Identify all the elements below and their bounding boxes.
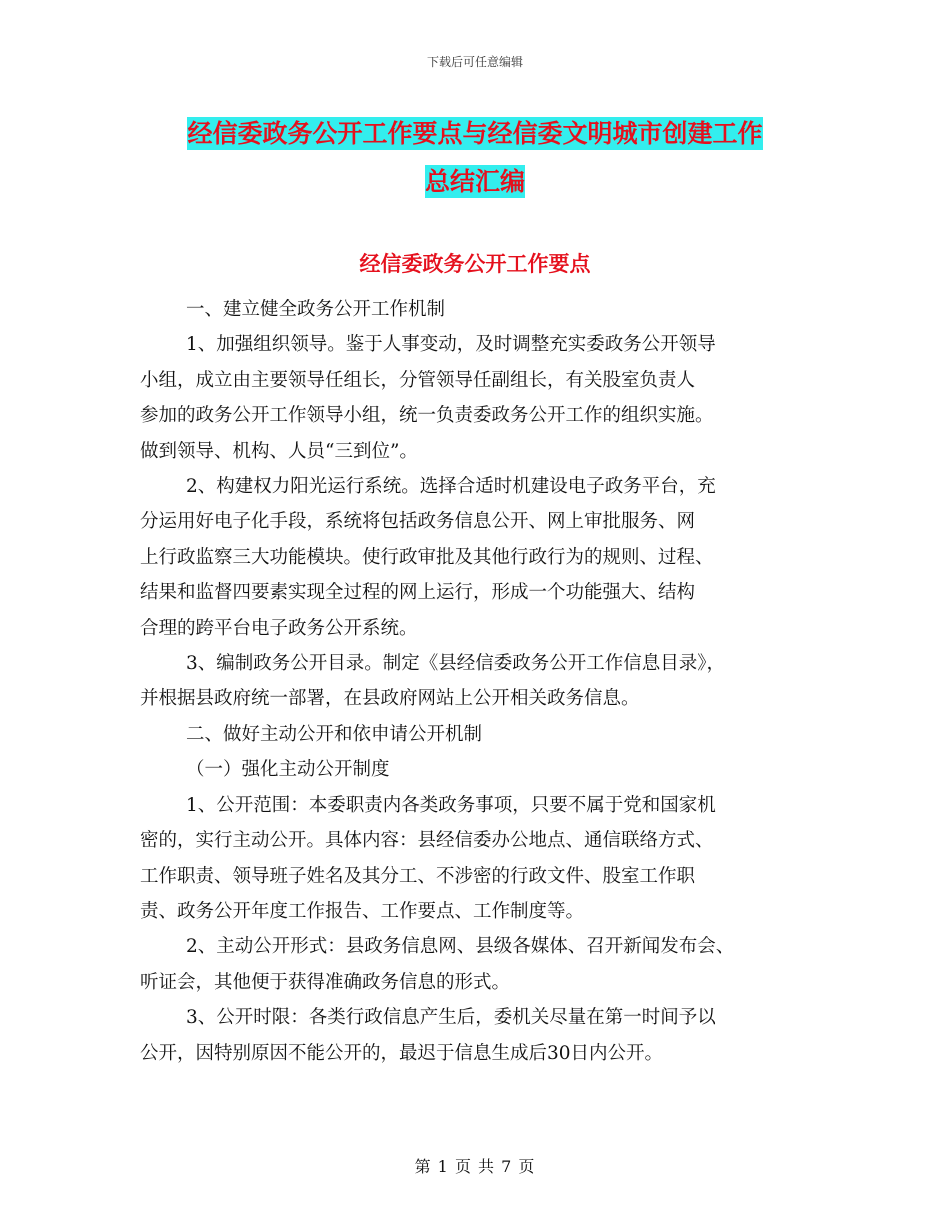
paragraph-line: 2、构建权力阳光运行系统。选择合适时机建设电子政务平台，充 bbox=[186, 476, 716, 498]
paragraph-line: 2、主动公开形式：县政务信息网、县级各媒体、召开新闻发布会、 bbox=[186, 936, 735, 958]
paragraph-line: 分运用好电子化手段，系统将包括政务信息公开、网上审批服务、网 bbox=[140, 511, 696, 533]
paragraph-line: 3、公开时限：各类行政信息产生后，委机关尽量在第一时间予以 bbox=[186, 1007, 716, 1029]
paragraph-line: 听证会，其他便于获得准确政务信息的形式。 bbox=[140, 971, 511, 993]
paragraph-line: 参加的政务公开工作领导小组，统一负责委政务公开工作的组织实施。 bbox=[140, 405, 714, 427]
paragraph-line: 1、公开范围：本委职责内各类政务事项，只要不属于党和国家机 bbox=[186, 794, 716, 816]
paragraph-line: 公开，因特别原因不能公开的，最迟于信息生成后30日内公开。 bbox=[140, 1042, 664, 1064]
page-header: 下载后可任意编辑 bbox=[426, 55, 523, 69]
document-body bbox=[140, 292, 820, 1071]
heading-2: 二、做好主动公开和依申请公开机制 bbox=[186, 723, 483, 745]
paragraph-line: 小组，成立由主要领导任组长，分管领导任副组长，有关股室负责人 bbox=[140, 369, 696, 391]
paragraph-line: 合理的跨平台电子政务公开系统。 bbox=[140, 617, 418, 639]
paragraph-line: 工作职责、领导班子姓名及其分工、不涉密的行政文件、股室工作职 bbox=[140, 865, 696, 887]
page-footer: 第 1 页 共 7 页 bbox=[414, 1157, 536, 1176]
heading-1: 一、建立健全政务公开工作机制 bbox=[186, 299, 446, 320]
document-title bbox=[0, 110, 950, 206]
subheading: （一）强化主动公开制度 bbox=[186, 759, 390, 781]
paragraph-line: 结果和监督四要素实现全过程的网上运行，形成一个功能强大、结构 bbox=[140, 582, 696, 604]
paragraph-line: 做到领导、机构、人员“三到位”。 bbox=[140, 440, 418, 462]
paragraph-line: 3、编制政务公开目录。制定《县经信委政务公开工作信息目录》， bbox=[186, 653, 726, 675]
paragraph-line: 责、政务公开年度工作报告、工作要点、工作制度等。 bbox=[140, 900, 585, 922]
paragraph-line: 密的，实行主动公开。具体内容：县经信委办公地点、通信联络方式、 bbox=[140, 830, 714, 852]
title-line-1: 经信委政务公开工作要点与经信委文明城市创建工作 bbox=[187, 119, 763, 148]
section-title: 经信委政务公开工作要点 bbox=[359, 251, 591, 276]
paragraph-line: 1、加强组织领导。鉴于人事变动，及时调整充实委政务公开领导 bbox=[186, 334, 716, 356]
paragraph-line: 并根据县政府统一部署，在县政府网站上公开相关政务信息。 bbox=[140, 688, 640, 710]
title-line-2: 总结汇编 bbox=[424, 167, 525, 196]
paragraph-line: 上行政监察三大功能模块。使行政审批及其他行政行为的规则、过程、 bbox=[140, 546, 714, 568]
